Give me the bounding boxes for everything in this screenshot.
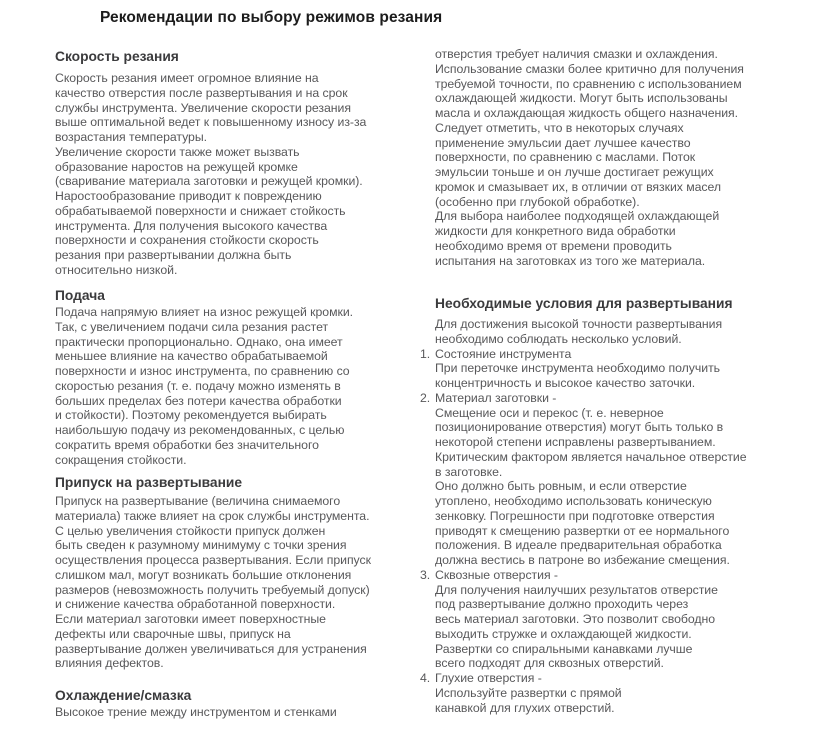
text-line: охлаждающей жидкости. Могут быть использованы [435, 91, 728, 106]
heading-cooling-lubrication: Охлаждение/смазка [55, 688, 192, 703]
text-line: сократить время обработки без значительного [55, 437, 319, 452]
text-line: 4. Глухие отверстия - [420, 671, 542, 685]
text-line: утоплено, необходимо использовать коническую [435, 494, 712, 508]
text-line: (сваривание материала заготовки и режущей кромки). [55, 174, 363, 189]
text-line: скоростью резания (т. е. подачу можно изменять в [55, 378, 341, 393]
heading-cutting-speed: Скорость резания [55, 49, 179, 64]
text-line: резания при развертывании должна быть [55, 248, 292, 262]
text-line: качество отверстия после развертывания и на срок [55, 85, 348, 100]
text-line: положения. В идеале предварительная обработка [435, 538, 722, 553]
text-line: 3. Сквозные отверстия - [420, 567, 558, 582]
text-line: 1. Состояние инструмента [420, 346, 572, 361]
text-line: инструмента. Для получения высокого качества [55, 218, 328, 233]
text-line: Высокое трение между инструментом и стенками [55, 705, 337, 719]
text-line: позиционирование отверстия) могут быть только в [435, 420, 724, 435]
text-line: и снижение качества обработанной поверхности. [55, 597, 336, 612]
text-line: 2. Материал заготовки - [420, 390, 557, 405]
text-line: влияния дефектов. [55, 656, 164, 671]
paragraph-cooling-lubrication [55, 705, 337, 720]
text-line: быть сведен к разумному минимуму с точки зрения [55, 538, 347, 553]
text-line: образование наростов на режущей кромке [55, 159, 298, 174]
text-line: При переточке инструмента необходимо получить [435, 361, 721, 376]
text-line: Для получения наилучших результатов отверстие [435, 582, 718, 597]
list-number: 2. [420, 390, 431, 405]
text-line: выше оптимальной ведет к повышенному износу из-за [55, 115, 367, 130]
text-line: Подача напрямую влияет на износ режущей кромки. [55, 305, 354, 319]
text-line: в заготовке. [435, 464, 503, 479]
text-line: Так, с увеличением подачи сила резания растет [55, 319, 329, 334]
text-line: поверхности, по сравнению с маслами. Поток [435, 150, 696, 165]
text-line: слишком мал, могут возникать большие отклонения [55, 567, 352, 582]
text-line: развертывание должен увеличиваться для устранения [55, 641, 367, 656]
paragraph-feed [55, 305, 353, 467]
text-line: Следует отметить, что в некоторых случаях [435, 120, 684, 135]
text-line: наибольшую подачу из рекомендованных, с целью [55, 423, 345, 437]
text-line: Припуск на развертывание (величина снимаемого [55, 494, 341, 508]
text-line: весь материал заготовки. Это позволит свободно [435, 612, 716, 626]
text-line: некоторой степени исправлены развертыванием. [435, 435, 716, 449]
text-line: всего подходят для сквозных отверстий. [435, 656, 664, 671]
text-line: приводят к смещению развертки от ее нормального [435, 523, 730, 538]
text-line: Наростообразование приводит к повреждению [55, 189, 322, 203]
text-line: и стойкости). Поэтому рекомендуется выбирать [55, 408, 327, 423]
text-line: должна вестись в патроне во избежание смещения. [435, 553, 730, 567]
text-line: поверхности и износ инструмента, по сравнению со [55, 364, 350, 378]
text-line: Скорость резания имеет огромное влияние на [55, 71, 319, 85]
text-line: осуществления процесса развертывания. Если припуск [55, 553, 371, 567]
text-line: испытания на заготовках из того же материала. [435, 253, 706, 268]
document-title: Рекомендации по выбору режимов резания [100, 9, 443, 26]
text-line: выходить стружке и охлаждающей жидкости. [435, 626, 692, 641]
text-line: отверстия требует наличия смазки и охлаждения. [435, 47, 718, 61]
text-line: канавкой для глухих отверстий. [435, 700, 615, 715]
heading-reaming-allowance: Припуск на развертывание [55, 475, 243, 490]
text-line: Для достижения высокой точности развертывания [435, 317, 723, 331]
text-line: Использование смазки более критично для получения [435, 61, 744, 76]
list-number: 4. [420, 671, 431, 685]
text-line: практически пропорционально. Однако, она имеет [55, 334, 343, 349]
text-line: относительно низкой. [55, 262, 178, 277]
text-line: сокращения стойкости. [55, 452, 187, 467]
text-line: под развертывание должно проходить через [435, 597, 689, 612]
text-line: больших пределах без потери качества обработки [55, 393, 342, 408]
paragraph-reaming-allowance [55, 494, 371, 671]
text-line: дефекты или сварочные швы, припуск на [55, 626, 291, 641]
text-line: меньшее влияние на качество обрабатываемой [55, 349, 328, 364]
text-line: масла и охлаждающая жидкость общего назначения. [435, 106, 739, 120]
paragraph-cooling-continuation [435, 47, 744, 268]
text-line: Для выбора наиболее подходящей охлаждающей [435, 209, 720, 224]
text-line: необходимо соблюдать несколько условий. [435, 331, 682, 346]
text-line: С целью увеличения стойкости припуск должен [55, 523, 326, 538]
text-line: Увеличение скорости также может вызвать [55, 144, 300, 159]
text-line: Смещение оси и перекос (т. е. неверное [435, 405, 664, 420]
list-number: 1. [420, 346, 431, 361]
text-line: концентричность и высокое качество заточки. [435, 376, 696, 390]
text-line: размеров (невозможность получить требуемый допуск) [55, 582, 370, 597]
text-line: применение эмульсии дает лучшее качество [435, 135, 691, 150]
text-line: Критическим фактором является начальное отверстие [435, 449, 747, 464]
text-line: поверхности и сохранения стойкости скорость [55, 233, 319, 248]
list-number: 3. [420, 567, 431, 582]
text-line: требуемой точности, по сравнению с использованием [435, 76, 742, 91]
text-line: жидкости для конкретного вида обработки [435, 224, 676, 238]
text-line: кромок и смазывает их, в отличии от вязких масел [435, 179, 722, 194]
text-line: возрастания температуры. [55, 130, 207, 144]
text-line: материала) также влияет на срок службы инструмента. [55, 508, 370, 523]
text-line: Развертки со спиральными канавками лучше [435, 641, 693, 656]
text-line: зенковку. Погрешности при подготовке отверстия [435, 508, 715, 523]
heading-feed: Подача [55, 288, 105, 303]
numbered-conditions-list [420, 317, 747, 715]
heading-required-conditions: Необходимые условия для развертывания [435, 296, 733, 311]
text-line: Оно должно быть ровным, и если отверстие [435, 479, 687, 494]
text-line: службы инструмента. Увеличение скорости резания [55, 100, 351, 115]
text-line: Используйте развертки с прямой [435, 685, 622, 700]
text-line: эмульсии тоньше и он лучше достигает режущих [435, 165, 714, 179]
text-line: необходимо время от времени проводить [435, 238, 672, 253]
paragraph-cutting-speed [55, 71, 366, 278]
text-line: (особенно при глубокой обработке). [435, 194, 640, 209]
text-line: Если материал заготовки имеет поверхностные [55, 612, 326, 626]
text-line: обрабатываемой поверхности и снижает стойкость [55, 203, 346, 218]
